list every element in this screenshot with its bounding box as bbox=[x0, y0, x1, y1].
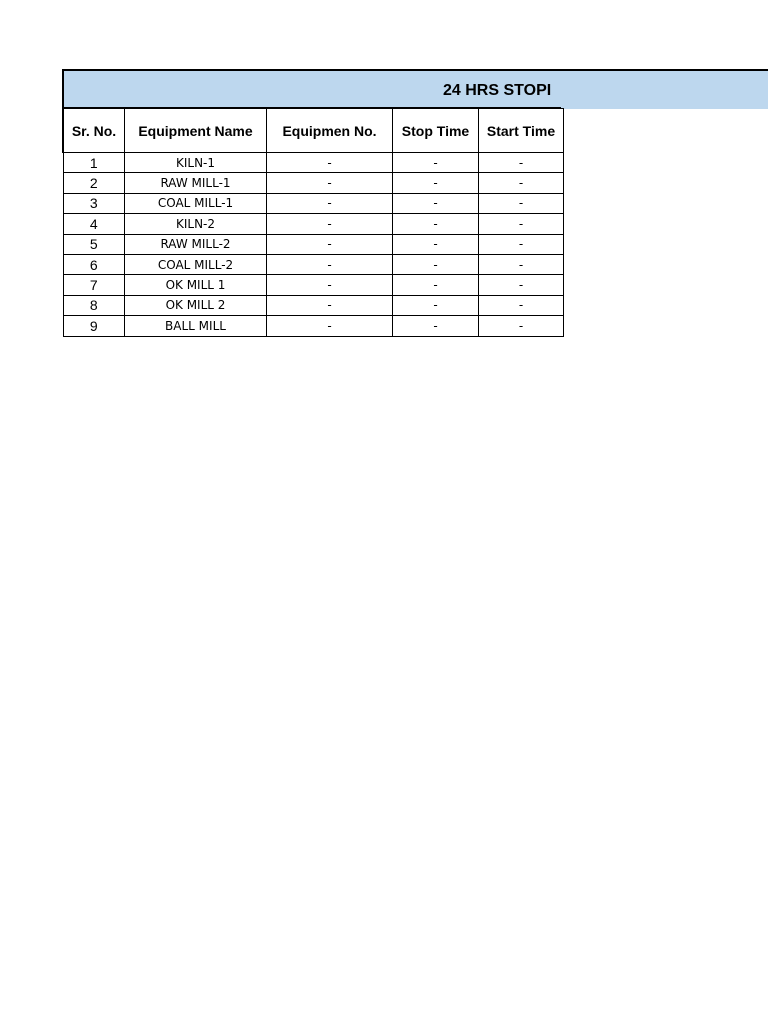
header-row bbox=[63, 109, 564, 153]
cell-start-time[interactable]: - bbox=[479, 153, 564, 173]
cell-equipment-name[interactable]: BALL MILL bbox=[125, 316, 267, 336]
cell-start-time[interactable]: - bbox=[479, 234, 564, 254]
cell-start-time[interactable]: - bbox=[479, 193, 564, 213]
header-sr-no[interactable]: Sr. No. bbox=[63, 109, 125, 153]
cell-start-time[interactable]: - bbox=[479, 214, 564, 234]
stoppage-table bbox=[62, 108, 564, 337]
table-row bbox=[63, 316, 564, 336]
cell-stop-time[interactable]: - bbox=[393, 153, 479, 173]
cell-equipment-name[interactable]: KILN-1 bbox=[125, 153, 267, 173]
cell-stop-time[interactable]: - bbox=[393, 173, 479, 193]
cell-equipment-no[interactable]: - bbox=[267, 234, 393, 254]
cell-start-time[interactable]: - bbox=[479, 316, 564, 336]
cell-stop-time[interactable]: - bbox=[393, 193, 479, 213]
cell-sr-no[interactable]: 8 bbox=[63, 295, 125, 315]
cell-stop-time[interactable]: - bbox=[393, 295, 479, 315]
cell-sr-no[interactable]: 4 bbox=[63, 214, 125, 234]
cell-stop-time[interactable]: - bbox=[393, 254, 479, 274]
cell-stop-time[interactable]: - bbox=[393, 275, 479, 295]
header-start-time[interactable]: Start Time bbox=[479, 109, 564, 153]
cell-sr-no[interactable]: 6 bbox=[63, 254, 125, 274]
cell-equipment-name[interactable]: KILN-2 bbox=[125, 214, 267, 234]
title-band-left-border bbox=[62, 71, 64, 109]
cell-start-time[interactable]: - bbox=[479, 254, 564, 274]
cell-equipment-name[interactable]: OK MILL 1 bbox=[125, 275, 267, 295]
header-equipment-no[interactable]: Equipmen No. bbox=[267, 109, 393, 153]
table-row bbox=[63, 234, 564, 254]
cell-equipment-no[interactable]: - bbox=[267, 193, 393, 213]
header-stop-time[interactable]: Stop Time bbox=[393, 109, 479, 153]
cell-equipment-no[interactable]: - bbox=[267, 295, 393, 315]
table-row bbox=[63, 173, 564, 193]
title-band[interactable] bbox=[62, 69, 768, 109]
header-equipment-name[interactable]: Equipment Name bbox=[125, 109, 267, 153]
cell-equipment-no[interactable]: - bbox=[267, 254, 393, 274]
cell-sr-no[interactable]: 5 bbox=[63, 234, 125, 254]
table-row bbox=[63, 295, 564, 315]
cell-sr-no[interactable]: 7 bbox=[63, 275, 125, 295]
cell-equipment-name[interactable]: RAW MILL-1 bbox=[125, 173, 267, 193]
cell-equipment-name[interactable]: OK MILL 2 bbox=[125, 295, 267, 315]
cell-equipment-no[interactable]: - bbox=[267, 214, 393, 234]
cell-stop-time[interactable]: - bbox=[393, 316, 479, 336]
cell-start-time[interactable]: - bbox=[479, 295, 564, 315]
cell-equipment-no[interactable]: - bbox=[267, 173, 393, 193]
table-row bbox=[63, 193, 564, 213]
cell-sr-no[interactable]: 2 bbox=[63, 173, 125, 193]
cell-equipment-no[interactable]: - bbox=[267, 275, 393, 295]
table-row bbox=[63, 153, 564, 173]
cell-stop-time[interactable]: - bbox=[393, 214, 479, 234]
cell-sr-no[interactable]: 1 bbox=[63, 153, 125, 173]
cell-stop-time[interactable]: - bbox=[393, 234, 479, 254]
cell-sr-no[interactable]: 3 bbox=[63, 193, 125, 213]
cell-equipment-no[interactable]: - bbox=[267, 316, 393, 336]
cell-equipment-name[interactable]: COAL MILL-2 bbox=[125, 254, 267, 274]
table-row bbox=[63, 214, 564, 234]
cell-equipment-name[interactable]: RAW MILL-2 bbox=[125, 234, 267, 254]
cell-sr-no[interactable]: 9 bbox=[63, 316, 125, 336]
cell-start-time[interactable]: - bbox=[479, 275, 564, 295]
cell-start-time[interactable]: - bbox=[479, 173, 564, 193]
table-row bbox=[63, 254, 564, 274]
cell-equipment-name[interactable]: COAL MILL-1 bbox=[125, 193, 267, 213]
table-row bbox=[63, 275, 564, 295]
cell-equipment-no[interactable]: - bbox=[267, 153, 393, 173]
sheet-title: 24 HRS STOPI bbox=[443, 82, 552, 99]
